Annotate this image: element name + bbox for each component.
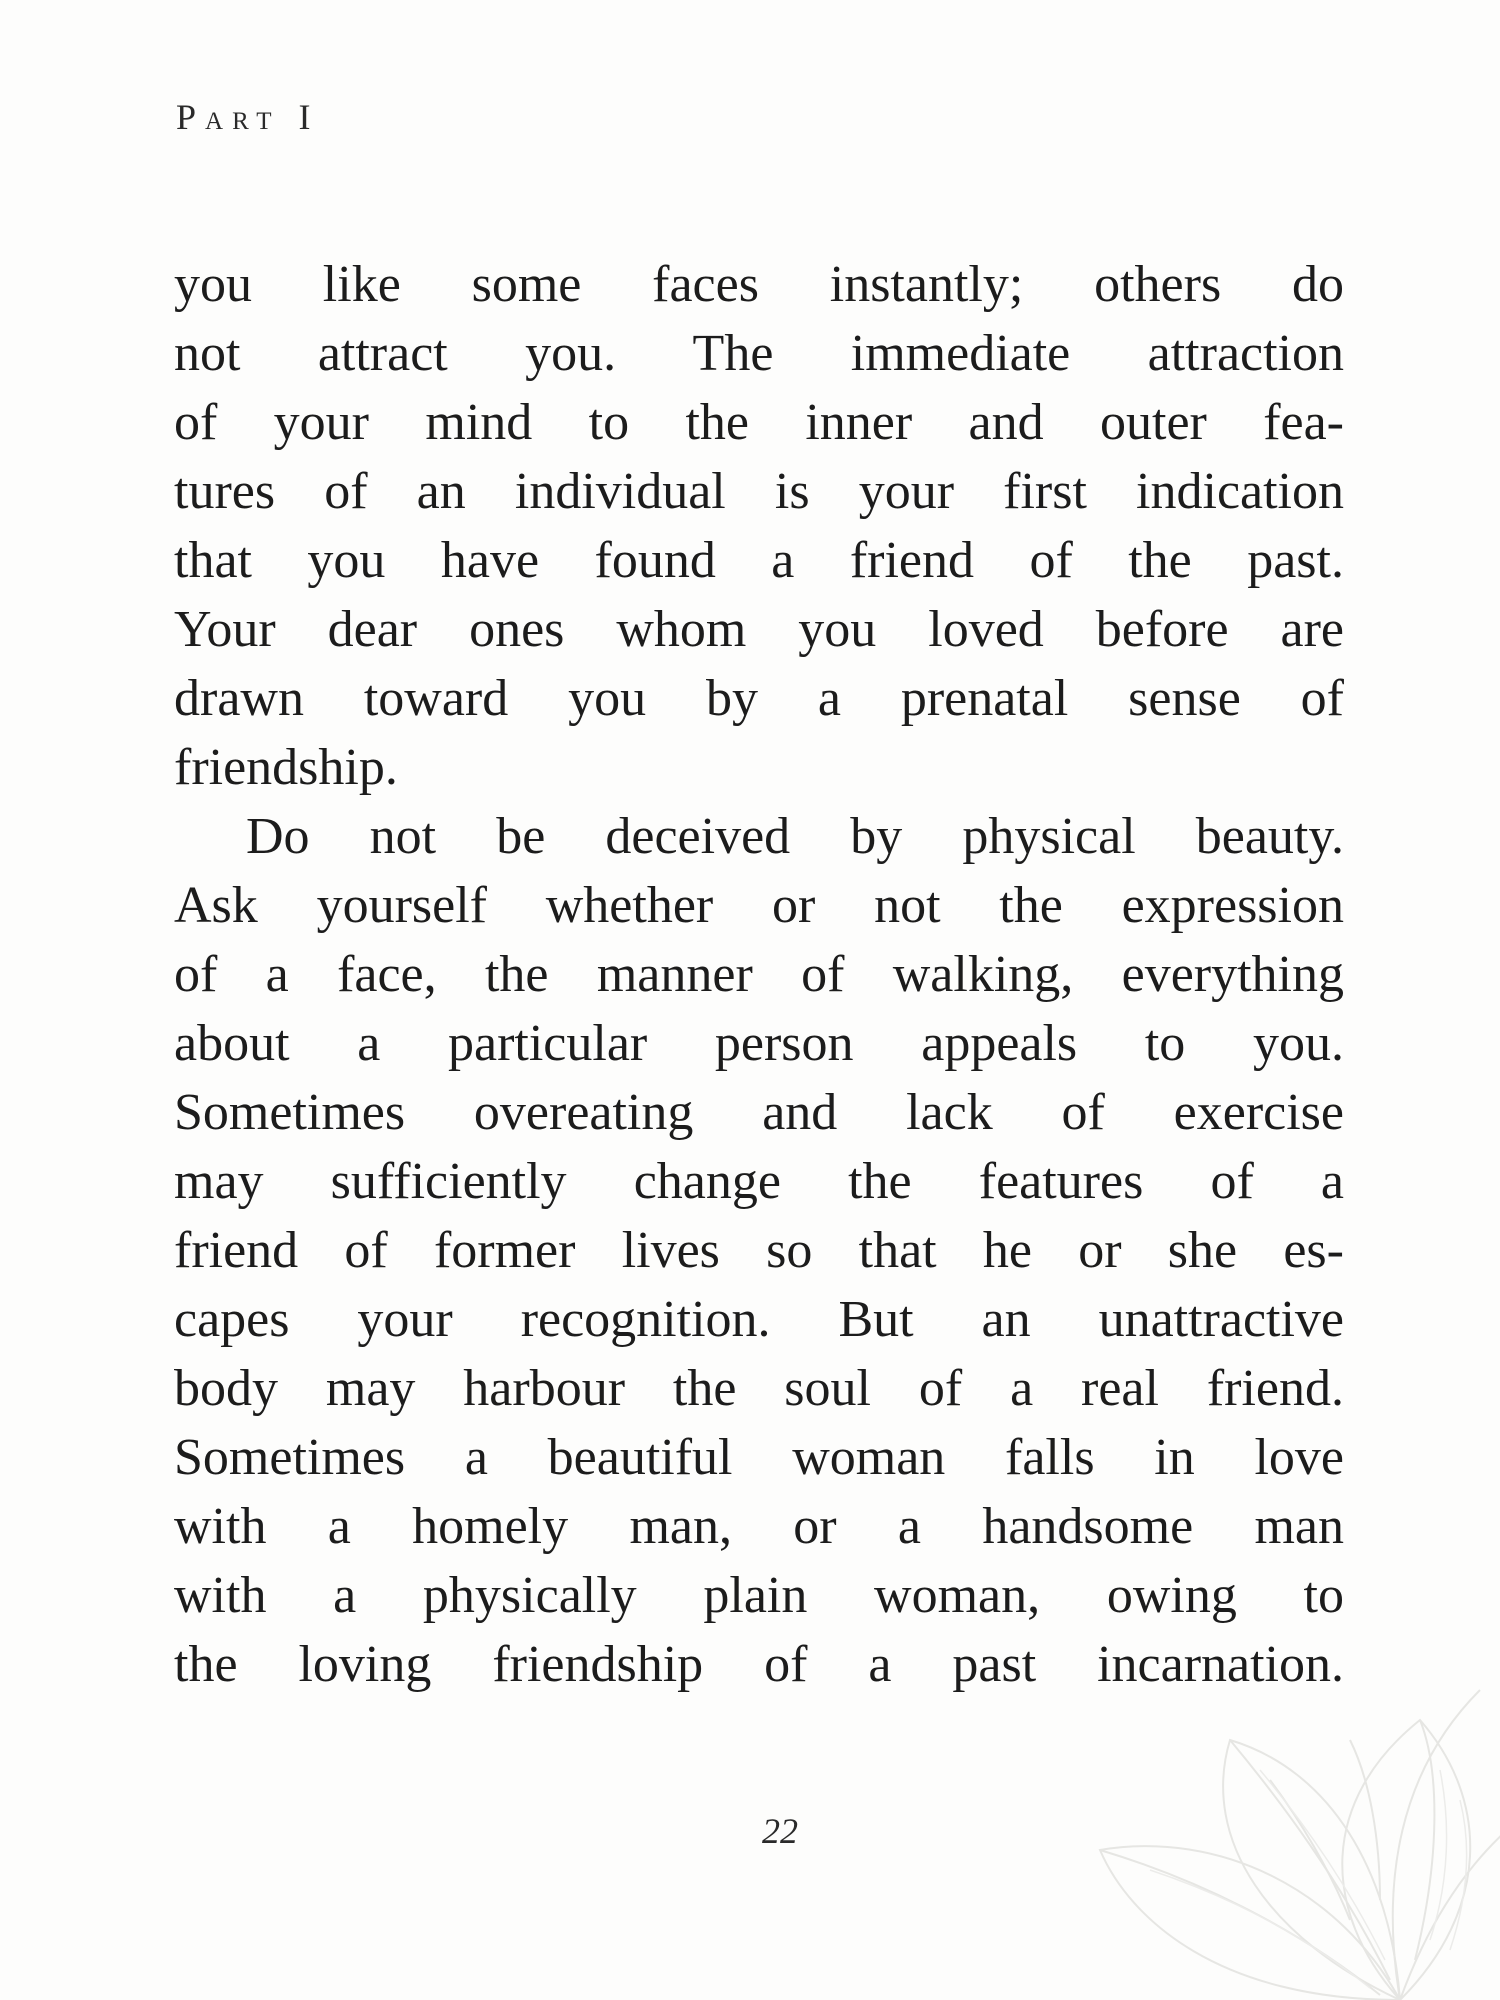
text-line: body may harbour the soul of a real friend.	[174, 1360, 1344, 1417]
text-line: the loving friendship of a past incarnation.	[174, 1636, 1344, 1693]
running-head: Part I	[176, 97, 320, 137]
text-line: may sufficiently change the features of a	[174, 1153, 1344, 1210]
text-line: Sometimes a beautiful woman falls in love	[174, 1429, 1344, 1486]
lotus-watermark-icon	[1020, 1440, 1500, 2000]
text-line: about a particular person appeals to you.	[174, 1015, 1344, 1072]
page-number: 22	[762, 1811, 798, 1851]
text-line: Sometimes overeating and lack of exercise	[174, 1084, 1344, 1141]
text-line: that you have found a friend of the past.	[174, 532, 1344, 589]
text-line: with a homely man, or a handsome man	[174, 1498, 1344, 1555]
text-line: Do not be deceived by physical beauty.	[246, 808, 1344, 865]
text-line: drawn toward you by a prenatal sense of	[174, 670, 1344, 727]
text-line: of a face, the manner of walking, everything	[174, 946, 1344, 1003]
text-line: capes your recognition. But an unattractive	[174, 1291, 1344, 1348]
text-line: friendship.	[174, 739, 398, 796]
text-line: with a physically plain woman, owing to	[174, 1567, 1344, 1624]
text-line: of your mind to the inner and outer fea-	[174, 394, 1344, 451]
text-line: tures of an individual is your first indication	[174, 463, 1344, 520]
text-line: not attract you. The immediate attraction	[174, 325, 1344, 382]
text-line: Ask yourself whether or not the expression	[174, 877, 1344, 934]
text-line: you like some faces instantly; others do	[174, 256, 1344, 313]
text-line: Your dear ones whom you loved before are	[174, 601, 1344, 658]
text-line: friend of former lives so that he or she es-	[174, 1222, 1344, 1279]
paragraph-1	[174, 250, 1344, 802]
